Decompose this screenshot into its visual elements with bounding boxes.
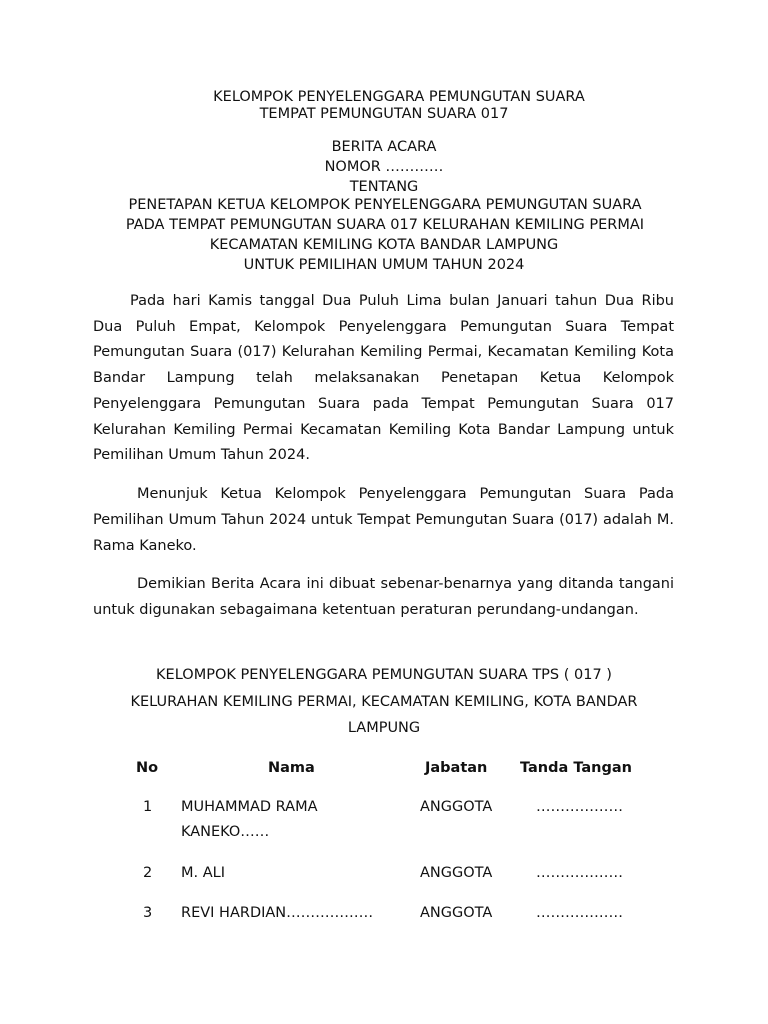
row-number: 1: [143, 799, 153, 815]
member-name: REVI HARDIAN………………: [181, 905, 374, 921]
subject-line-2: PADA TEMPAT PEMUNGUTAN SUARA 017 KELURAHAN KEMILING PERMAI: [125, 217, 645, 233]
column-header-tanda-tangan: Tanda Tangan: [520, 760, 632, 776]
column-header-jabatan: Jabatan: [425, 760, 488, 776]
member-name: MUHAMMAD RAMA KANEKO……: [181, 799, 318, 840]
signature-placeholder: ………………: [536, 799, 623, 815]
subject-line-1: PENETAPAN KETUA KELOMPOK PENYELENGGARA PEMUNGUTAN SUARA: [128, 197, 642, 213]
signatory-line-1: KELOMPOK PENYELENGGARA PEMUNGUTAN SUARA TPS ( 017 ): [156, 667, 612, 683]
signatory-line-3: LAMPUNG: [347, 720, 421, 736]
doc-tentang: TENTANG: [349, 179, 419, 195]
signatory-line-2: KELURAHAN KEMILING PERMAI, KECAMATAN KEMILING, KOTA BANDAR: [130, 694, 638, 710]
member-position: ANGGOTA: [420, 905, 493, 921]
signature-placeholder: ………………: [536, 865, 623, 881]
member-name: M. ALI: [181, 865, 226, 881]
header-line-2: TEMPAT PEMUNGUTAN SUARA 017: [259, 106, 509, 122]
subject-line-3: KECAMATAN KEMILING KOTA BANDAR LAMPUNG: [209, 237, 559, 253]
header-line-1: KELOMPOK PENYELENGGARA PEMUNGUTAN SUARA: [213, 89, 585, 105]
signature-placeholder: ………………: [536, 905, 623, 921]
body-paragraph-3: Demikian Berita Acara ini dibuat sebenar-benarnya yang ditanda tangani untuk digunakan sebagaimana ketentuan peraturan perundang-undangan.: [93, 576, 674, 618]
row-number: 2: [143, 865, 153, 881]
body-paragraph-1: Pada hari Kamis tanggal Dua Puluh Lima bulan Januari tahun Dua Ribu Dua Puluh Empat, Kelompok Penyelenggara Pemungutan Suara Tempat Pemungutan Suara (017) Kelurahan Kemiling Permai, Kecamatan Kemiling Kota Bandar Lampung telah melaksanakan Penetapan Ketua Kelompok Penyelenggara Pemungutan Suara pada Tempat Pemungutan Suara 017 Kelurahan Kemiling Permai Kecamatan Kemiling Kota Bandar Lampung untuk Pemilihan Umum Tahun 2024.: [93, 293, 674, 464]
doc-title: BERITA ACARA: [331, 139, 437, 155]
member-position: ANGGOTA: [420, 799, 493, 815]
column-header-no: No: [136, 760, 159, 776]
subject-line-4: UNTUK PEMILIHAN UMUM TAHUN 2024: [243, 257, 525, 273]
doc-number: NOMOR …………: [324, 159, 444, 175]
member-position: ANGGOTA: [420, 865, 493, 881]
column-header-nama: Nama: [268, 760, 315, 776]
body-paragraph-2: Menunjuk Ketua Kelompok Penyelenggara Pemungutan Suara Pada Pemilihan Umum Tahun 2024 untuk Tempat Pemungutan Suara (017) adalah M. Rama Kaneko.: [93, 486, 674, 554]
row-number: 3: [143, 905, 153, 921]
